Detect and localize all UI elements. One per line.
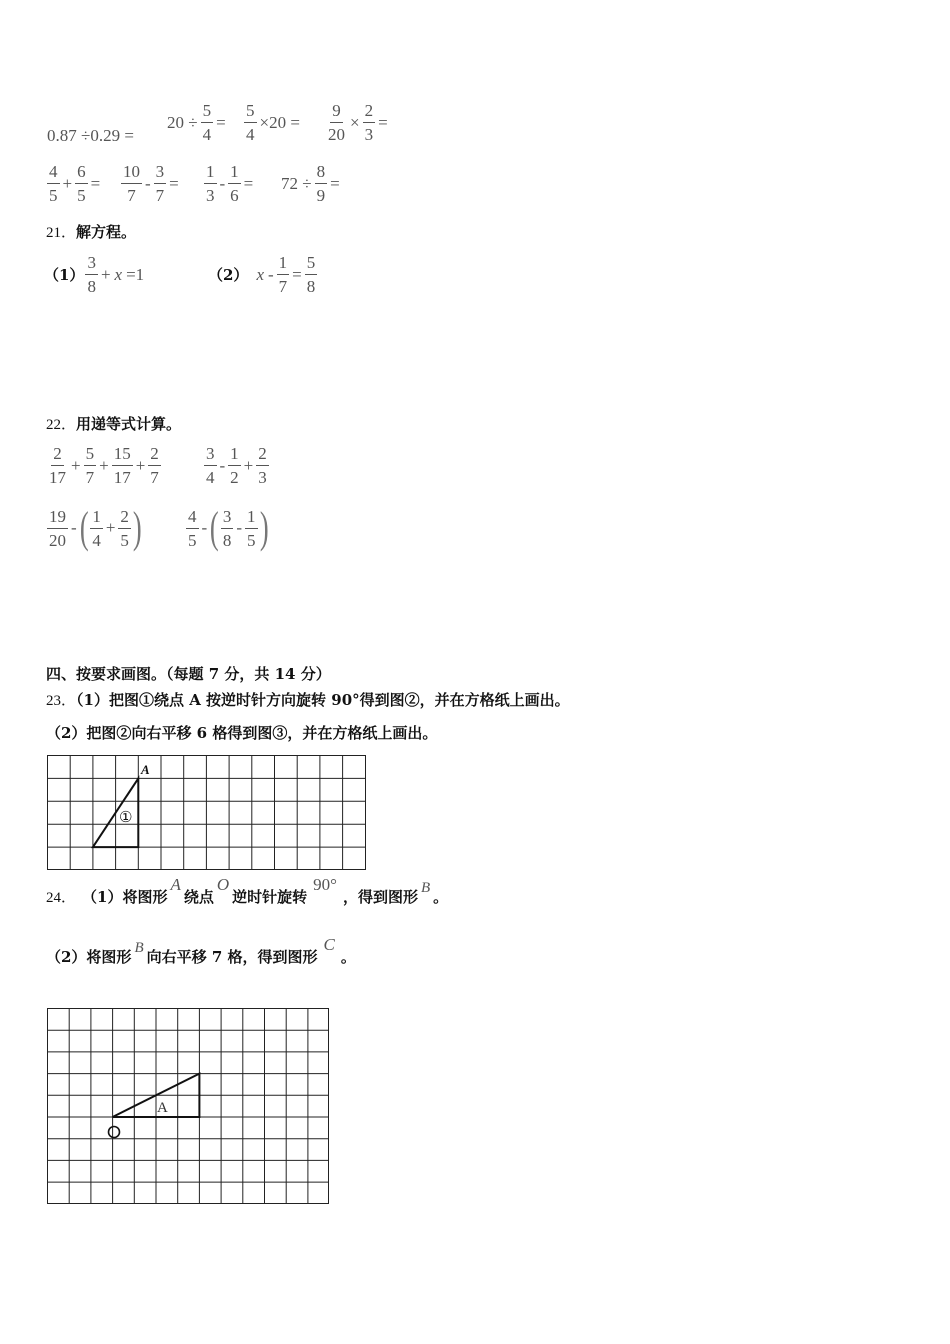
q22-expr3: [46, 503, 143, 552]
instruction-text: （1）把图①绕点: [76, 691, 190, 709]
fraction: $\frac{5}{4}$: [246, 101, 255, 144]
operator: -: [219, 173, 226, 193]
fraction: $\frac{1}{7}$: [278, 253, 288, 296]
fraction: $\frac{8}{9}$: [316, 162, 326, 205]
right-paren: ): [259, 503, 269, 552]
q23-grid-paper: [47, 754, 369, 872]
calc-row2-c: [203, 163, 255, 204]
fraction: $\frac{1}{6}$: [230, 162, 239, 205]
operator: +: [100, 264, 111, 284]
q24-grid-paper: [47, 1008, 331, 1206]
fraction: $\frac{1}{4}$: [92, 506, 101, 550]
section-4-title: 四、按要求画图。（每题 7 分，共 14 分）: [46, 665, 331, 683]
operator: +: [71, 455, 81, 475]
instruction-text: （1）将图形: [82, 888, 168, 906]
expr-text: 0.87 ÷0.29 =: [47, 126, 134, 145]
q23-line1: [46, 689, 570, 710]
fraction: $\frac{2}{17}$: [49, 444, 66, 487]
fraction: $\frac{2}{3}$: [258, 444, 267, 487]
operator: -: [145, 173, 151, 193]
left-paren: (: [210, 503, 219, 552]
expr-text: 20 ÷: [167, 112, 198, 132]
instruction-text: （2）将图形: [46, 948, 132, 966]
instruction-text: 按逆时针方向旋转 90°得到图②，并在方格纸上画出。: [200, 691, 570, 709]
variable-x: x: [114, 264, 123, 284]
q21-heading: [46, 221, 136, 242]
angle-label: 90°: [313, 875, 337, 894]
equals: =: [169, 173, 179, 193]
fraction: $\frac{5}{7}$: [85, 444, 95, 487]
fraction: $\frac{5}{8}$: [306, 253, 316, 296]
q21-part1: [44, 254, 146, 295]
fraction: $\frac{6}{5}$: [77, 162, 86, 205]
instruction-text: 。: [433, 888, 449, 906]
equals: =: [378, 112, 388, 132]
point-o-marker: [109, 1127, 120, 1138]
calc-row2-a: [46, 163, 102, 204]
calc-20-div-frac: [165, 102, 228, 143]
q22-expr1: [46, 445, 162, 486]
instruction-text: 向右平移 7 格，得到图形: [146, 948, 318, 966]
figure-a-label: A: [157, 1100, 168, 1116]
fraction: $\frac{5}{4}$: [202, 101, 212, 144]
operator: -: [201, 518, 208, 537]
figure-1-label: ①: [119, 808, 133, 826]
operator: +: [99, 455, 109, 475]
question-title: 用递等式计算。: [76, 415, 182, 433]
fraction: $\frac{4}{5}$: [49, 162, 58, 205]
calc-0.87-div: [47, 126, 134, 146]
operator: -: [267, 264, 274, 284]
instruction-text: 。: [340, 948, 356, 966]
fraction: $\frac{2}{5}$: [120, 506, 129, 550]
q22-expr2: [203, 445, 270, 486]
operator: +: [62, 173, 73, 193]
calc-row2-b: [120, 163, 181, 204]
instruction-text: 绕点: [183, 888, 214, 906]
fraction: $\frac{3}{7}$: [155, 162, 165, 205]
fraction: $\frac{2}{3}$: [364, 101, 374, 144]
operator: ×: [350, 112, 360, 132]
question-number: 21．: [46, 225, 77, 241]
operator: -: [219, 455, 226, 475]
fraction: $\frac{3}{8}$: [222, 506, 232, 550]
question-title: 解方程。: [76, 223, 137, 241]
point-label-o: O: [216, 875, 230, 894]
fraction: $\frac{1}{5}$: [247, 506, 256, 550]
operator: -: [236, 518, 242, 537]
expr-text: 72 ÷: [281, 173, 312, 193]
equation: [254, 254, 318, 295]
question-number: 22．: [46, 417, 77, 433]
equals: =: [216, 112, 226, 132]
grid-lines: [47, 755, 366, 870]
question-number: 24．: [46, 890, 77, 906]
equation: [84, 254, 146, 295]
operator: +: [105, 518, 116, 537]
fraction: $\frac{1}{3}$: [206, 162, 215, 205]
instruction-text: 逆时针旋转: [232, 888, 308, 906]
shape-label-a: A: [170, 875, 181, 894]
calc-frac-times-20: [243, 102, 302, 143]
left-paren: (: [79, 503, 89, 552]
fraction: $\frac{15}{17}$: [113, 444, 131, 487]
shape-label-c: C: [323, 935, 335, 954]
shape-label-b: B: [134, 940, 144, 956]
point-label: A: [189, 691, 201, 709]
right-paren: ): [132, 503, 142, 552]
fraction: $\frac{2}{7}$: [150, 444, 159, 487]
calc-frac-times-frac: [325, 102, 390, 143]
q24-line2: [46, 935, 356, 967]
variable-x: x: [256, 264, 264, 284]
expr-text: =1: [126, 264, 145, 284]
q22-heading: [46, 413, 181, 434]
instruction-text: ，得到图形: [342, 888, 418, 906]
equals: =: [243, 173, 254, 193]
operator: -: [71, 518, 77, 537]
question-number: 23．: [46, 693, 77, 709]
equals: =: [292, 264, 302, 284]
fraction: $\frac{3}{8}$: [87, 253, 96, 296]
q21-part2: [208, 254, 318, 295]
equals: =: [330, 173, 340, 193]
shape-label-b: B: [421, 880, 431, 896]
point-a-label: A: [141, 762, 150, 777]
fraction: $\frac{10}{7}$: [123, 162, 140, 205]
fraction: $\frac{19}{20}$: [49, 506, 66, 550]
fraction: $\frac{9}{20}$: [328, 101, 345, 144]
q24-line1: [46, 875, 449, 907]
operator: +: [135, 455, 146, 475]
fraction: $\frac{4}{5}$: [188, 506, 197, 550]
expr-text: ×20 =: [259, 112, 300, 132]
q23-line2: （2）把图②向右平移 6 格得到图③，并在方格纸上画出。: [46, 724, 438, 742]
q22-expr4: [185, 503, 269, 552]
fraction: $\frac{3}{4}$: [206, 444, 215, 487]
part-label: （1）: [44, 266, 85, 284]
operator: +: [243, 455, 254, 475]
part-label: （2）: [208, 266, 249, 284]
calc-row2-d: [279, 163, 342, 204]
equals: =: [90, 173, 101, 193]
fraction: $\frac{1}{2}$: [230, 444, 239, 487]
grid-lines: [47, 1009, 329, 1205]
